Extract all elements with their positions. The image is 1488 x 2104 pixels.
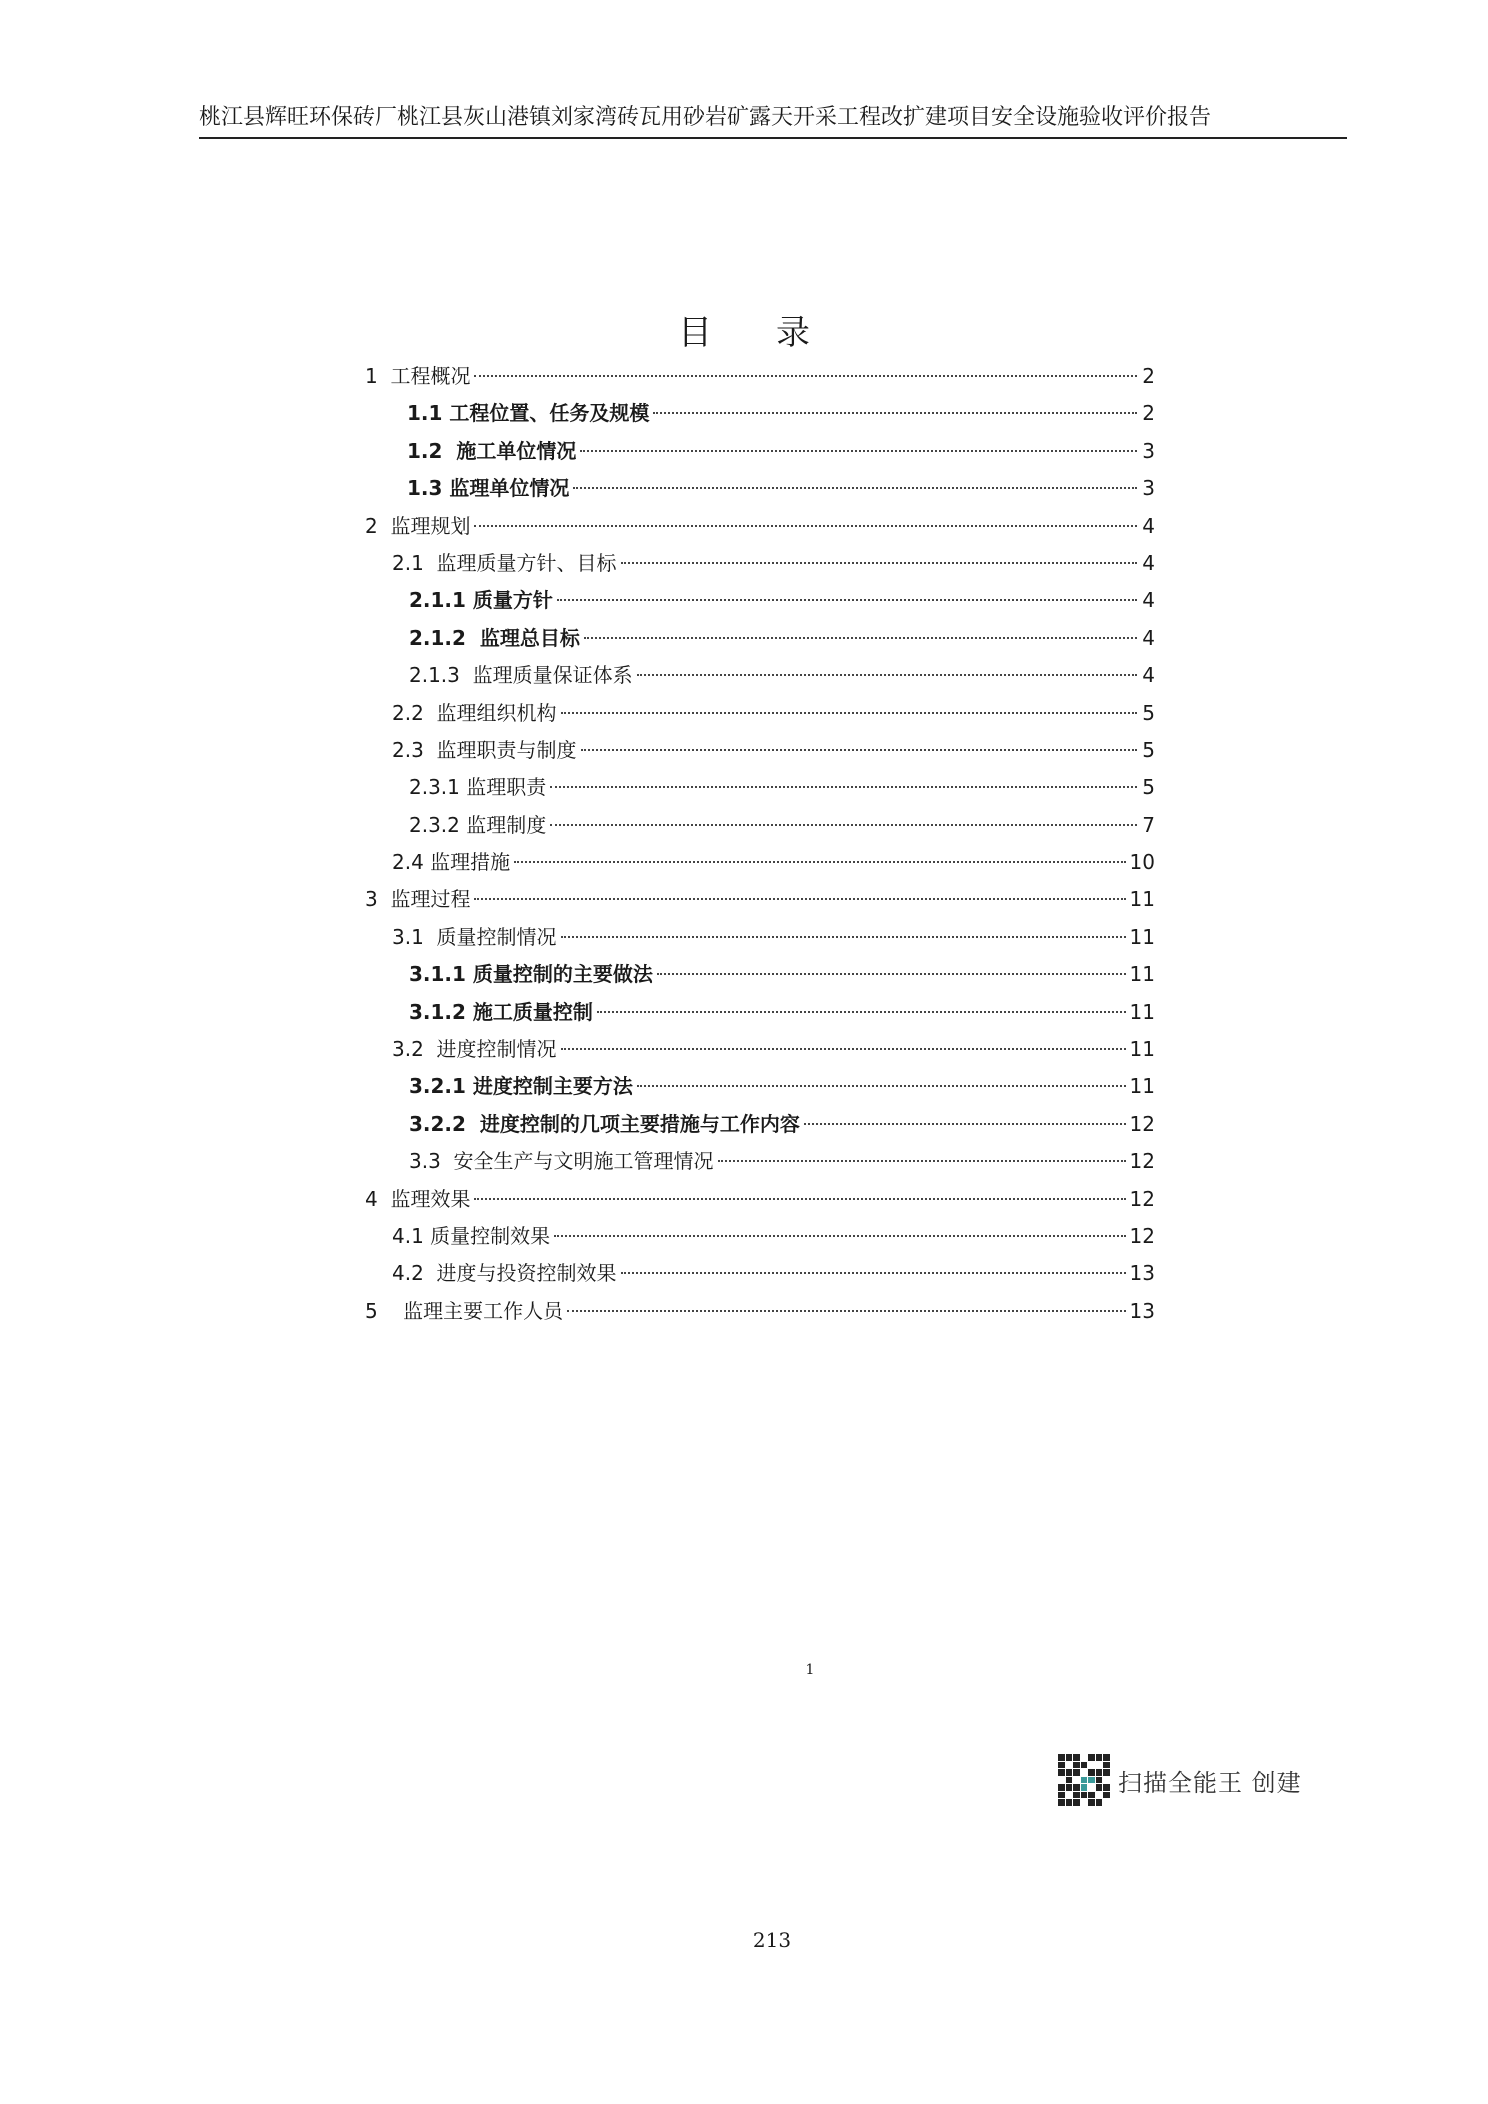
toc-dot-leader — [474, 898, 1125, 900]
toc-entry-label: 1.1 工程位置、任务及规模 — [407, 401, 650, 426]
toc-entry-label: 2.3 监理职责与制度 — [392, 737, 577, 762]
toc-entry-page: 2 — [1142, 401, 1155, 426]
footer-page-number: 213 — [752, 1928, 792, 1952]
toc-dot-leader — [561, 1048, 1126, 1050]
toc-entry[interactable] — [365, 395, 1155, 432]
toc-entry-page: 4 — [1142, 625, 1155, 650]
toc-dot-leader — [554, 1235, 1125, 1237]
toc-entry-page: 3 — [1142, 438, 1155, 463]
toc-entry-label: 3.2 进度控制情况 — [392, 1037, 557, 1062]
toc-entry[interactable] — [365, 358, 1155, 395]
toc-entry[interactable] — [365, 844, 1155, 881]
toc-entry[interactable] — [365, 956, 1155, 993]
toc-entry-label: 4.1 质量控制效果 — [392, 1223, 551, 1248]
toc-entry-label: 1 工程概况 — [365, 364, 471, 388]
qr-code-icon — [1058, 1754, 1110, 1806]
toc-dot-leader — [718, 1160, 1126, 1162]
toc-entry-page: 10 — [1129, 850, 1155, 875]
toc-entry-page: 3 — [1142, 476, 1155, 501]
report-header: 桃江县辉旺环保砖厂桃江县灰山港镇刘家湾砖瓦用砂岩矿露天开采工程改扩建项目安全设施验收评价报告 — [199, 100, 1347, 139]
toc-dot-leader — [573, 487, 1137, 489]
toc-entry-label: 2.1.3 监理质量保证体系 — [409, 663, 633, 688]
toc-entry-label: 2.3.1 监理职责 — [409, 775, 547, 800]
toc-entry-label: 3.2.1 进度控制主要方法 — [409, 1074, 633, 1099]
toc-entry[interactable] — [365, 620, 1155, 657]
toc-dot-leader — [474, 1198, 1125, 1200]
toc-dot-leader — [561, 712, 1137, 714]
toc-entry[interactable] — [365, 433, 1155, 470]
scanner-watermark — [1058, 1754, 1302, 1806]
toc-dot-leader — [653, 412, 1137, 414]
scanner-watermark-text: 扫描全能王 创建 — [1118, 1768, 1302, 1797]
toc-dot-leader — [557, 599, 1137, 601]
toc-entry-page: 7 — [1142, 812, 1155, 837]
toc-entry-label: 4 监理效果 — [365, 1186, 471, 1211]
toc-entry-label: 3.1 质量控制情况 — [392, 924, 557, 949]
toc-entry-page: 11 — [1129, 962, 1155, 987]
toc-dot-leader — [637, 674, 1137, 676]
toc-entry-label: 2 监理规划 — [365, 513, 471, 538]
toc-entry[interactable] — [365, 732, 1155, 769]
toc-entry-label: 2.2 监理组织机构 — [392, 700, 557, 725]
toc-dot-leader — [637, 1085, 1126, 1087]
toc-entry-label: 2.4 监理措施 — [392, 850, 511, 875]
toc-entry[interactable] — [365, 545, 1155, 582]
toc-title: 目录 — [678, 313, 874, 353]
toc-entry-page: 5 — [1142, 700, 1155, 725]
toc-entry-page: 12 — [1129, 1186, 1155, 1211]
toc-entry-page: 13 — [1129, 1261, 1155, 1286]
toc-entry[interactable] — [365, 1218, 1155, 1255]
toc-entry-page: 4 — [1142, 513, 1155, 538]
toc-entry[interactable] — [365, 582, 1155, 619]
toc-entry[interactable] — [365, 508, 1155, 545]
toc-entry-page: 11 — [1129, 1074, 1155, 1099]
toc-entry-page: 12 — [1129, 1223, 1155, 1248]
toc-dot-leader — [621, 562, 1137, 564]
toc-entry-label: 3.1.2 施工质量控制 — [409, 999, 593, 1024]
toc-entry-page: 11 — [1129, 887, 1155, 912]
toc-entry[interactable] — [365, 1255, 1155, 1292]
toc-dot-leader — [580, 450, 1137, 452]
toc-entry[interactable] — [365, 1068, 1155, 1105]
inner-page-number: 1 — [805, 1662, 815, 1678]
toc-dot-leader — [514, 861, 1125, 863]
toc-dot-leader — [621, 1272, 1126, 1274]
toc-dot-leader — [550, 824, 1137, 826]
toc-entry-page: 11 — [1129, 1037, 1155, 1062]
toc-entry-label: 2.3.2 监理制度 — [409, 812, 547, 837]
toc-entry-label: 1.2 施工单位情况 — [407, 438, 577, 463]
toc-dot-leader — [474, 525, 1137, 527]
toc-entry-page: 5 — [1142, 737, 1155, 762]
toc-entry-label: 3.1.1 质量控制的主要做法 — [409, 962, 653, 987]
toc-entry[interactable] — [365, 1293, 1155, 1330]
toc-entry-page: 12 — [1129, 1149, 1155, 1174]
toc-dot-leader — [567, 1310, 1125, 1312]
toc-entry[interactable] — [365, 807, 1155, 844]
toc-entry-page: 11 — [1129, 999, 1155, 1024]
toc-dot-leader — [474, 375, 1137, 377]
toc-entry[interactable] — [365, 695, 1155, 732]
table-of-contents — [365, 358, 1155, 1330]
toc-entry-page: 4 — [1142, 550, 1155, 575]
toc-entry-label: 1.3 监理单位情况 — [407, 476, 570, 501]
toc-entry[interactable] — [365, 769, 1155, 806]
toc-entry-label: 3.2.2 进度控制的几项主要措施与工作内容 — [409, 1111, 800, 1136]
toc-dot-leader — [584, 637, 1137, 639]
toc-entry[interactable] — [365, 657, 1155, 694]
toc-entry-page: 11 — [1129, 924, 1155, 949]
toc-entry-page: 12 — [1129, 1111, 1155, 1136]
toc-entry-label: 2.1.2 监理总目标 — [409, 625, 580, 650]
toc-entry-label: 3.3 安全生产与文明施工管理情况 — [409, 1149, 714, 1174]
toc-entry[interactable] — [365, 1143, 1155, 1180]
toc-dot-leader — [581, 749, 1137, 751]
toc-entry-label: 5 监理主要工作人员 — [365, 1298, 564, 1323]
toc-entry-page: 4 — [1142, 588, 1155, 613]
toc-entry-page: 13 — [1129, 1298, 1155, 1323]
toc-dot-leader — [657, 973, 1126, 975]
toc-entry-page: 2 — [1142, 364, 1155, 388]
toc-entry[interactable] — [365, 994, 1155, 1031]
toc-entry-label: 2.1 监理质量方针、目标 — [392, 550, 617, 575]
toc-dot-leader — [550, 786, 1137, 788]
toc-entry[interactable] — [365, 881, 1155, 918]
toc-dot-leader — [804, 1123, 1126, 1125]
toc-entry-page: 4 — [1142, 663, 1155, 688]
toc-entry-label: 3 监理过程 — [365, 887, 471, 912]
toc-dot-leader — [561, 936, 1126, 938]
toc-entry[interactable] — [365, 919, 1155, 956]
toc-entry[interactable] — [365, 470, 1155, 507]
toc-entry-page: 5 — [1142, 775, 1155, 800]
toc-entry[interactable] — [365, 1181, 1155, 1218]
toc-entry[interactable] — [365, 1031, 1155, 1068]
toc-entry-label: 4.2 进度与投资控制效果 — [392, 1261, 617, 1286]
toc-entry-label: 2.1.1 质量方针 — [409, 588, 553, 613]
toc-dot-leader — [597, 1011, 1126, 1013]
toc-entry[interactable] — [365, 1106, 1155, 1143]
